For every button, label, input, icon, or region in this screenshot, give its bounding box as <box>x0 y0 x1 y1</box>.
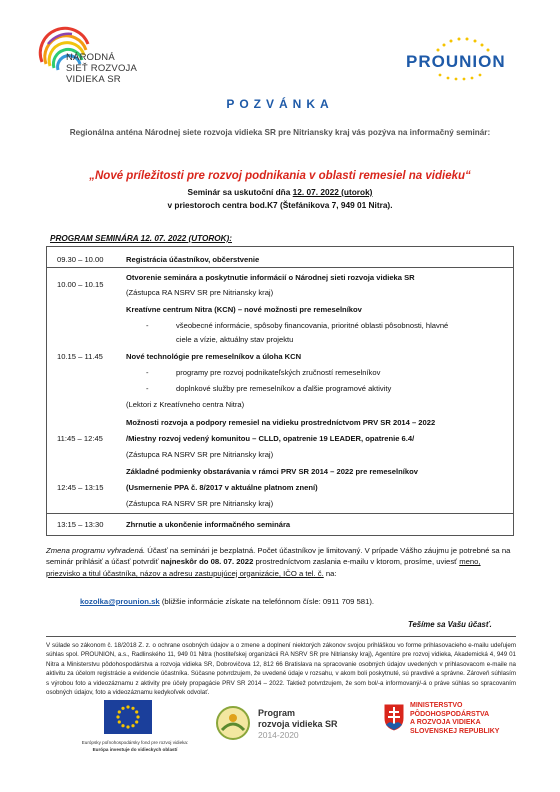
seminar-title: „Nové príležitosti pre rozvoj podnikania v oblasti remesiel na vidieku“ <box>89 170 471 182</box>
prv-line: rozvoja vidieka SR <box>258 719 338 729</box>
ministry-line: PÔDOHOSPODÁRSTVA <box>410 710 490 718</box>
eu-caption <box>60 740 210 753</box>
phone-note: (bližšie informácie získate na telefónnom čísle: 0911 709 581). <box>159 597 375 606</box>
row-time: 13:15 – 13:30 <box>57 520 104 529</box>
row-title: Registrácia účastníkov, občerstvenie <box>126 255 260 264</box>
intro-text: Regionálna anténa Národnej siete rozvoja vidieka SR pre Nitriansky kraj vás pozýva na informačný seminár: <box>69 128 491 137</box>
note-text: prostredníctvom zaslania e-mailu v ktorom, prosíme, uviesť <box>253 557 460 567</box>
thanks-text: Tešíme sa Vašu účasť. <box>408 620 492 629</box>
seminar-place: v priestoroch centra bod.K7 (Štefánikova 7, 949 01 Nitra). <box>167 200 393 210</box>
when-prefix: Seminár sa uskutoční dňa <box>187 187 293 197</box>
row-title: Zhrnutie a ukončenie informačného seminára <box>126 520 291 529</box>
prv-sr-logo-icon <box>214 704 252 742</box>
row-title: Otvorenie seminára a poskytnutie informácií o Národnej sieti rozvoja vidieka SR <box>126 273 415 282</box>
program-heading-label: PROGRAM SEMINÁRA <box>50 234 141 243</box>
prv-sr-logo-text <box>258 708 338 730</box>
row-divider <box>46 267 514 268</box>
ministry-line: SLOVENSKEJ REPUBLIKY <box>410 727 500 735</box>
row-speaker: (Lektori z Kreatívneho centra Nitra) <box>126 400 245 409</box>
nsrv-logo-line: NÁRODNÁ <box>66 52 115 63</box>
row-speaker: (Zástupca RA NSRV SR pre Nitriansky kraj) <box>126 450 274 459</box>
email-link[interactable]: kozolka@prounion.sk <box>80 597 160 606</box>
row-time: 12:45 – 13:15 <box>57 483 104 492</box>
seminar-when <box>0 186 560 212</box>
bullet-text: všeobecné informácie, spôsoby financovania, prioritné oblasti pôsobnosti, hlavné <box>176 321 449 330</box>
row-title: (Usmernenie PPA č. 8/2017 v aktuálne platnom znení) <box>126 483 318 492</box>
prv-line: Program <box>258 708 296 718</box>
bullet-dash: - <box>146 384 149 393</box>
note-fields: meno, priezvisko a titul účastníka, názov a adresu zastupujúcej organizácie, IČO a tel. č. <box>46 557 481 578</box>
row-speaker: (Zástupca RA NSRV SR pre Nitriansky kraj) <box>126 288 274 297</box>
seminar-date: 12. 07. 2022 (utorok) <box>292 187 373 197</box>
row-title: /Miestny rozvoj vedený komunitou – CLLD, opatrenie 19 LEADER, opatrenie 6.4/ <box>126 434 415 443</box>
row-time: 09.30 – 10.00 <box>57 255 104 264</box>
bullet-dash: - <box>146 321 149 330</box>
bullet-text: ciele a vízie, aktuálny stav projektu <box>176 335 294 344</box>
row-time: 10.00 – 10.15 <box>57 280 104 289</box>
bullet-dash: - <box>146 368 149 377</box>
row-title: Možnosti rozvoja a podpory remesiel na vidieku prostredníctvom PRV SR 2014 – 2022 <box>126 418 436 427</box>
row-title: Nové technológie pre remeselníkov a úloha KCN <box>126 352 302 361</box>
prv-years: 2014-2020 <box>258 730 299 740</box>
ministry-line: MINISTERSTVO <box>410 702 463 709</box>
prounion-logo: PROUNION <box>406 52 506 71</box>
note-change: Zmena programu vyhradená. <box>46 546 146 555</box>
eu-stars-bottom-icon <box>434 72 490 82</box>
row-speaker: (Zástupca RA NSRV SR pre Nitriansky kraj) <box>126 499 274 508</box>
program-heading-date: 12. 07. 2022 (UTOROK): <box>140 234 232 243</box>
note-text: na: <box>323 568 337 578</box>
email-line <box>80 597 374 606</box>
ministry-line: A ROZVOJA VIDIEKA <box>410 719 481 726</box>
row-title: Základné podmienky obstarávania v rámci PRV SR 2014 – 2022 pre remeselníkov <box>126 467 418 476</box>
row-divider <box>46 513 514 514</box>
nsrv-logo-line: VIDIEKA SR <box>66 74 121 85</box>
row-time: 11:45 – 12:45 <box>57 434 103 443</box>
bullet-text: doplnkové služby pre remeselníkov a ďalšie programové aktivity <box>176 384 392 393</box>
eu-flag-icon <box>104 700 152 734</box>
eu-caption-line: Európa investuje do vidieckych oblastí <box>92 746 178 752</box>
program-heading <box>50 234 232 243</box>
gdpr-consent-text: V súlade so zákonom č. 18/2018 Z. z. o ochrane osobných údajov a o zmene a doplnení niektorých zákonov svojou prihláškou vo forme prihlasovacieho e-mailu udeľujem súhlas spol. PROUNION, a.s., Radlinského 11, 949 01 Nitra (hostiteľskej organizácii RA NSRV SR pre Nitriansky kraj), Agentúre pre rozvoj vidieka, Akademická 4, 949 01 Nitra a Ministerstvu pôdohospodárstva a rozvoja vidieka SR, Dobrovičova 12, 812 66 Bratislava na spracovanie osobných údajov uvedených v prihlasovacom e-maile na aktivitu za účelom registrácie a evidencie účastníka. Súčasne potvrdzujem, že uvedené údaje v rozsahu, v akom boli poskytnuté, sú pravdivé a správne. Zároveň súhlasím s výrobou foto a videozáznamu z aktivity pre účely propagácie PRV SR 2014 – 2022. Taktiež potvrdzujem, že som bol/-a informovaný/-á o práve súhlas so spracovaním osobných údajov, foto a videozáznamu kedykoľvek odvolať. <box>46 636 516 697</box>
nsrv-logo-text <box>66 52 137 85</box>
nsrv-logo-line: SIEŤ ROZVOJA <box>66 63 138 74</box>
row-title: Kreatívne centrum Nitra (KCN) – nové možnosti pre remeselníkov <box>126 305 362 314</box>
note-text: Účasť na seminári je bezplatná. Počet účastníkov je limitovaný. V prípade Vášho záujmu je potrebné sa na seminár prihlásiť a účasť potvrdiť <box>46 546 511 567</box>
eu-caption-line: Európsky poľnohospodársky fond pre rozvoj vidieka: <box>81 740 189 745</box>
bullet-text: programy pre rozvoj podnikateľských zručností remeselníkov <box>176 368 381 377</box>
ministry-logo-text <box>410 702 499 736</box>
note-deadline: najneskôr do 08. 07. 2022 <box>160 557 254 567</box>
row-time: 10.15 – 11.45 <box>57 352 103 361</box>
registration-note <box>46 545 516 579</box>
page-title: POZVÁNKA <box>226 97 334 111</box>
slovak-coat-of-arms-icon <box>382 702 406 732</box>
